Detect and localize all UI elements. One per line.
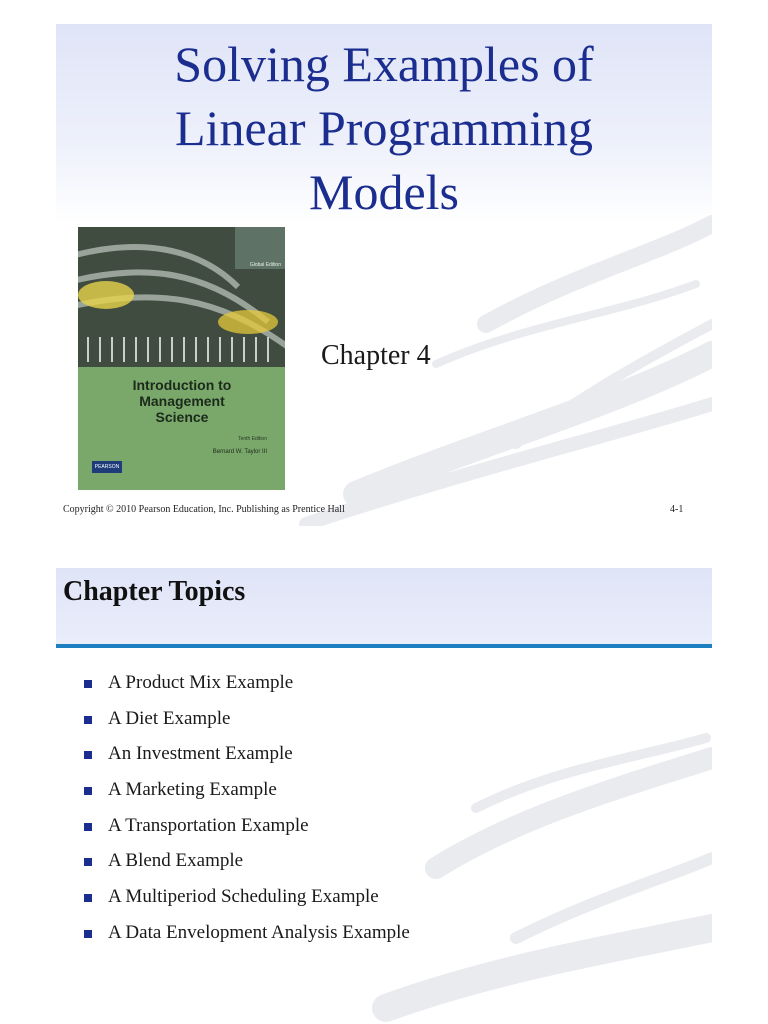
topic-label: A Data Envelopment Analysis Example: [108, 921, 410, 943]
slide-title: Chapter Topics: [63, 576, 246, 607]
square-bullet-icon: [84, 751, 92, 759]
topics-list: [78, 672, 410, 958]
list-item: [78, 886, 410, 922]
edition-badge: Global Edition: [249, 262, 281, 268]
topic-label: A Multiperiod Scheduling Example: [108, 886, 379, 908]
page-number: 4-1: [670, 504, 684, 515]
topic-label: A Blend Example: [108, 850, 244, 872]
topics-slide: [56, 568, 712, 1024]
slide-title-line: Linear Programming: [175, 100, 593, 156]
title-divider: [56, 644, 712, 648]
publisher-logo: PEARSON: [92, 461, 122, 473]
list-item: [78, 672, 410, 708]
book-cover: [78, 227, 285, 490]
title-slide: [56, 24, 712, 526]
book-title: [92, 377, 272, 425]
slide-title: [56, 32, 712, 224]
list-item: [78, 815, 410, 851]
square-bullet-icon: [84, 716, 92, 724]
topic-label: A Product Mix Example: [108, 672, 294, 693]
list-item: [78, 708, 410, 744]
list-item: [78, 779, 410, 815]
square-bullet-icon: [84, 894, 92, 902]
list-item: [78, 743, 410, 779]
square-bullet-icon: [84, 787, 92, 795]
topic-label: An Investment Example: [108, 743, 293, 765]
book-title-line: Introduction to: [132, 377, 232, 393]
slide-title-line: Models: [309, 164, 459, 220]
copyright-footer: Copyright © 2010 Pearson Education, Inc. Publishing as Prentice Hall: [63, 504, 345, 515]
square-bullet-icon: [84, 930, 92, 938]
square-bullet-icon: [84, 680, 92, 688]
square-bullet-icon: [84, 858, 92, 866]
book-edition: Tenth Edition: [238, 436, 267, 442]
book-title-line: Management: [139, 393, 225, 409]
book-cover-photo: [78, 227, 285, 367]
slide-title-line: Solving Examples of: [174, 36, 594, 92]
topic-label: A Marketing Example: [108, 779, 277, 801]
square-bullet-icon: [84, 823, 92, 831]
book-title-line: Science: [155, 409, 209, 425]
book-author: Bernard W. Taylor III: [212, 449, 267, 455]
topic-label: A Diet Example: [108, 707, 231, 729]
topic-label: A Transportation Example: [108, 814, 309, 836]
list-item: [78, 850, 410, 886]
list-item: [78, 922, 410, 958]
chapter-label: Chapter 4: [321, 340, 431, 371]
